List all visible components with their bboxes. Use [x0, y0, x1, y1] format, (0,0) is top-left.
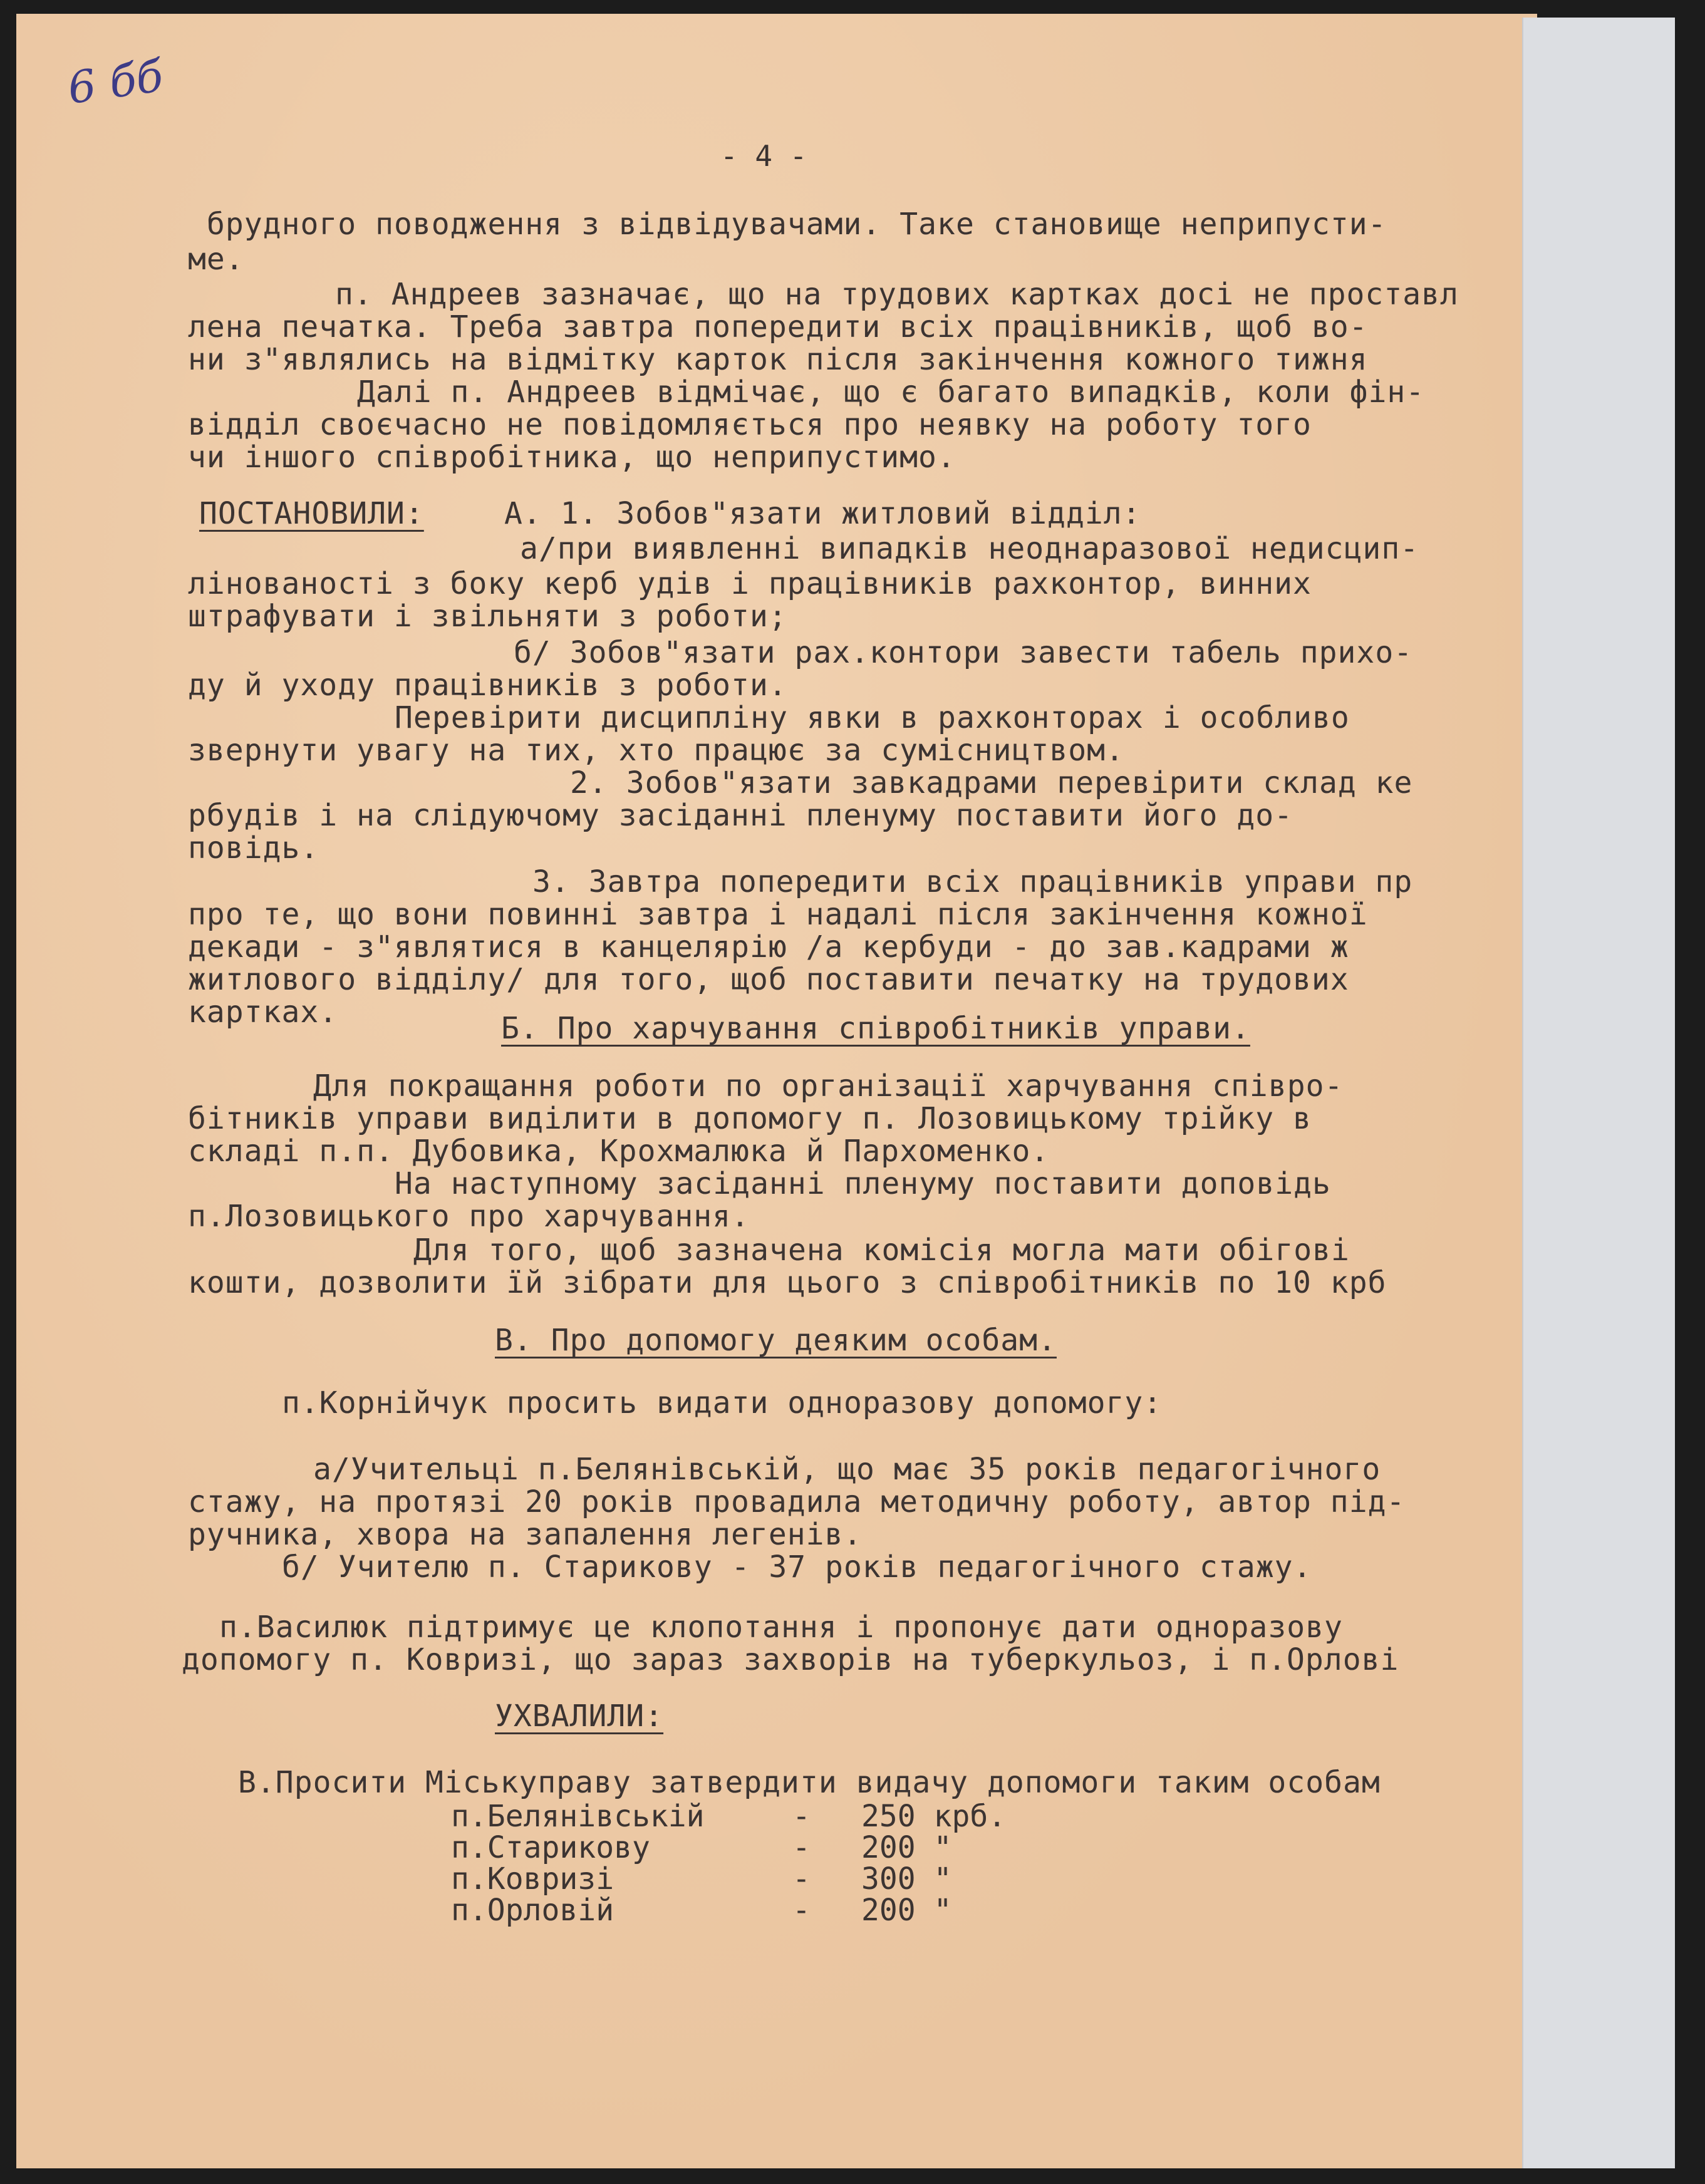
payment-amount: 200 "	[861, 1830, 952, 1865]
text-line: про те, що вони повинні завтра і надалі після закінчення кожної	[188, 897, 1368, 932]
text-line: звернути увагу на тих, хто працює за сумісництвом.	[188, 733, 1124, 768]
text-line: а/при виявленні випадків неоднаразової недисцип-	[520, 531, 1419, 566]
text-line: житлового відділу/ для того, щоб поставити печатку на трудових	[188, 962, 1349, 997]
payment-name: п.Ковризі	[451, 1861, 614, 1897]
text-line: п.Корнійчук просить видати одноразову допомогу:	[282, 1385, 1163, 1421]
text-line: ме.	[188, 242, 244, 277]
text-line: декади - з"являтися в канцелярію /а кербуди - до зав.кадрами ж	[188, 929, 1349, 965]
resolved-item-a1: А. 1. Зобов"язати житловий відділ:	[504, 496, 1141, 531]
payment-dash: -	[792, 1861, 811, 1897]
text-line: картках.	[188, 995, 338, 1030]
text-line: бітників управи виділити в допомогу п. Лозовицькому трійку в	[188, 1101, 1312, 1136]
text-line: б/ Учителю п. Старикову - 37 років педагогічного стажу.	[282, 1550, 1312, 1585]
text-line: ни з"являлись на відмітку карток після закінчення кожного тижня	[188, 342, 1368, 377]
text-line: п.Лозовицького про харчування.	[188, 1199, 750, 1234]
archive-number: 6 бб	[65, 49, 167, 115]
payment-dash: -	[792, 1830, 811, 1865]
text-line: В.Просити Міськуправу затвердити видачу допомоги таким особам	[238, 1765, 1381, 1800]
text-line: Далі п. Андреев відмічає, що є багато випадків, коли фін-	[357, 375, 1425, 410]
text-line: чи іншого співробітника, що неприпустимо.	[188, 440, 956, 475]
payment-dash: -	[792, 1893, 811, 1928]
text-line: штрафувати і звільняти з роботи;	[188, 599, 787, 634]
text-line: 3. Завтра попередити всіх працівників управи пр	[532, 864, 1413, 899]
text-line: відділ своєчасно не повідомляється про неявку на роботу того	[188, 407, 1312, 442]
text-line: 2. Зобов"язати завкадрами перевірити склад ке	[570, 765, 1413, 800]
text-line: брудного поводження з відвідувачами. Таке становище неприпусти-	[207, 207, 1387, 242]
text-line: На наступному засіданні пленуму поставити доповідь	[395, 1166, 1331, 1201]
payment-name: п.Орловій	[451, 1893, 614, 1928]
text-line: Перевірити дисципліну явки в рахконторах і особливо	[395, 700, 1350, 735]
text-line: ручника, хвора на запалення легенів.	[188, 1517, 863, 1552]
resolved-heading: ПОСТАНОВИЛИ:	[199, 496, 424, 531]
payment-amount: 300 "	[861, 1861, 952, 1897]
payment-dash: -	[792, 1799, 811, 1834]
payment-name: п.Старикову	[451, 1830, 650, 1865]
page-number: - 4 -	[720, 139, 807, 173]
section-b-heading: Б. Про харчування співробітників управи.	[501, 1011, 1250, 1046]
text-line: лінованості з боку керб удів і працівників рахконтор, винних	[188, 566, 1312, 601]
tissue-interleaf	[1522, 18, 1675, 2168]
text-line: лена печатка. Треба завтра попередити всіх працівників, щоб во-	[188, 309, 1368, 344]
text-line: стажу, на протязі 20 років провадила методичну роботу, автор під-	[188, 1484, 1406, 1519]
text-line: Для того, щоб зазначена комісія могла мати обігові	[413, 1233, 1350, 1268]
text-line: а/Учительці п.Белянівській, що має 35 років педагогічного	[313, 1452, 1381, 1487]
text-line: ду й уходу працівників з роботи.	[188, 668, 787, 703]
payment-amount: 200 "	[861, 1893, 952, 1928]
text-line: кошти, дозволити їй зібрати для цього з співробітників по 10 крб	[188, 1265, 1387, 1300]
payment-amount: 250 крб.	[861, 1799, 1007, 1834]
text-line: складі п.п. Дубовика, Крохмалюка й Пархоменко.	[188, 1134, 1050, 1169]
decided-heading: УХВАЛИЛИ:	[495, 1699, 664, 1734]
payment-name: п.Белянівській	[451, 1799, 705, 1834]
section-c-heading: В. Про допомогу деяким особам.	[495, 1323, 1057, 1358]
text-line: п. Андреев зазначає, що на трудових картках досі не проставл	[335, 277, 1459, 312]
text-line: Для покращання роботи по організації харчування співро-	[313, 1069, 1344, 1104]
text-line: п.Василюк підтримує це клопотання і пропонує дати одноразову	[219, 1610, 1343, 1645]
text-line: б/ Зобов"язати рах.контори завести табель прихо-	[514, 635, 1413, 670]
text-line: повідь.	[188, 831, 319, 866]
text-line: допомогу п. Ковризі, що зараз захворів на туберкульоз, і п.Орлові	[182, 1642, 1399, 1677]
text-line: рбудів і на слідуючому засіданні пленуму поставити його до-	[188, 798, 1293, 833]
